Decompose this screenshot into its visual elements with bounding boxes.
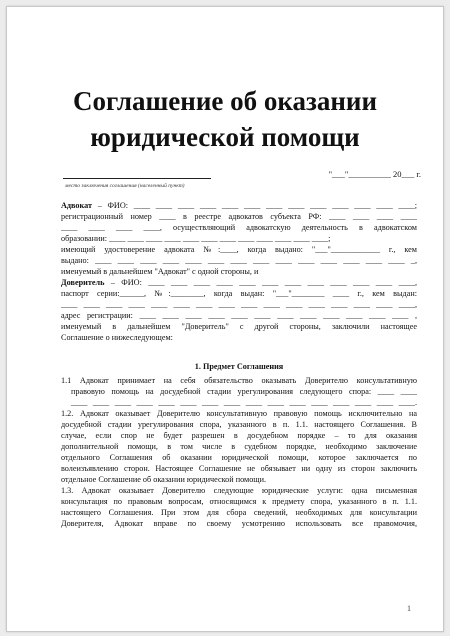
place-hint: место заключения соглашения (населенный пункт) [65,183,185,189]
document-page [6,6,444,632]
principal-label: Доверитель [61,278,105,287]
clause-1-1-line-1: 1.1 Адвокат принимает на себя обязательство оказывать Доверителю консультативную [61,376,417,385]
document-title [7,83,443,155]
advocate-line-2: регистрационный номер ____ в реестре адвокатов субъекта РФ: ____ ____ ____ ____ [61,212,417,221]
document-body [61,200,417,529]
clause-1-3-line-1: 1.3. Адвокат оказывает Доверителю следующие юридические услуги: одна письменная [61,486,417,495]
clause-1-2-line-3: случае, если спор не будет разрешен в досудебном порядке – то для оказания [61,431,417,440]
clause-1-2-line-2: досудебной стадии урегулирования спора, указанного в п. 1.1. настоящего Соглашения. В [61,420,417,429]
advocate-line-6: выдано: ____ ____ ____ ____ ____ ____ ____ ____ ____ ____ ____ ____ ____ ____ _, [61,256,417,265]
advocate-line-5: имеющий удостоверение адвоката №:____, когда выдано: "___"____________ г., кем [61,245,417,254]
place-date-row [63,169,423,183]
advocate-line-3: ____ ____ ____ ____, осуществляющий адвокатскую деятельность в адвокатском [61,223,417,232]
advocate-line-4: образовании: ____ ____ ____ ____ ____ ____ ____ ____ ____ ____ ____ ____; [61,234,331,243]
clause-1-2-line-4: дополнительной помощи, в том числе в судебном порядке, необходимо заключение [61,442,417,451]
principal-line-2: паспорт серии:______, №:________, когда выдан: "___"________ ____ г., кем выдан: [61,289,417,298]
principal-line-5: именуемый в дальнейшем "Доверитель" с другой стороны, заключили настоящее [61,322,417,331]
section-heading: 1. Предмет Соглашения [194,362,284,371]
clause-1-1-line-2: правовую помощь на досудебной стадии урегулирования следующего спора: ____ ____ [71,387,417,396]
place-blank-line [63,178,211,179]
clause-1-3-line-4: Доверителя, Адвокат вправе по своему усмотрению использовать все правомочия, [61,519,417,528]
clause-1-2-line-1: 1.2. Адвокат оказывает Доверителю консультативную правовую помощь исключительно на [61,409,417,418]
advocate-line-1: Адвокат – ФИО: ____ ____ ____ ____ ____ ____ ____ ____ ____ ____ ____ ____ ____; [61,201,417,210]
clause-1-3-line-2: консультация по правовым вопросам, относящимся к предмету спора, указанного в п. 1.1. [61,497,417,506]
advocate-line-7: именуемый в дальнейшем "Адвокат" с одной стороны, и [61,267,259,276]
clause-1-1-line-3: ____ ____ ____ ____ ____ ____ ____ ____ ____ ____ ____ ____ ____ ____ ____ ____. [71,398,417,407]
principal-line-3: ____ ____ ____ ____ ____ ____ ____ ____ ____ ____ ____ ____ ____ ____ ____ ____, [61,300,417,309]
page-number: 1 [407,604,411,613]
clause-1-2-line-6: волеизъявлению сторон. Настоящее Соглашение не обязывает ни одну из сторон заключить [61,464,417,473]
title-line-1: Соглашение об оказании [72,86,378,116]
principal-line-6: Соглашение о нижеследующем: [61,333,173,342]
principal-line-4: адрес регистрации: ____ ____ ____ ____ ____ ____ ____ ____ ____ ____ ____ ____ , [61,311,417,320]
clause-1-2-line-7: отдельное Соглашение об оказании юридической помощи. [61,475,267,484]
title-line-2: юридической помощи [90,122,360,152]
clause-1-3-line-3: настоящего Соглашения. При этом для сбора сведений, необходимых для консультации [61,508,417,517]
date-field: "___"__________ 20___ г. [328,169,421,179]
principal-line-1: Доверитель – ФИО: ____ ____ ____ ____ ____ ____ ____ ____ ____ ____ ____ ____, [61,278,417,287]
clause-1-2-line-5: отдельного Соглашения об оказании юридической помощи, которое заключается по [61,453,417,462]
advocate-label: Адвокат [61,201,93,210]
